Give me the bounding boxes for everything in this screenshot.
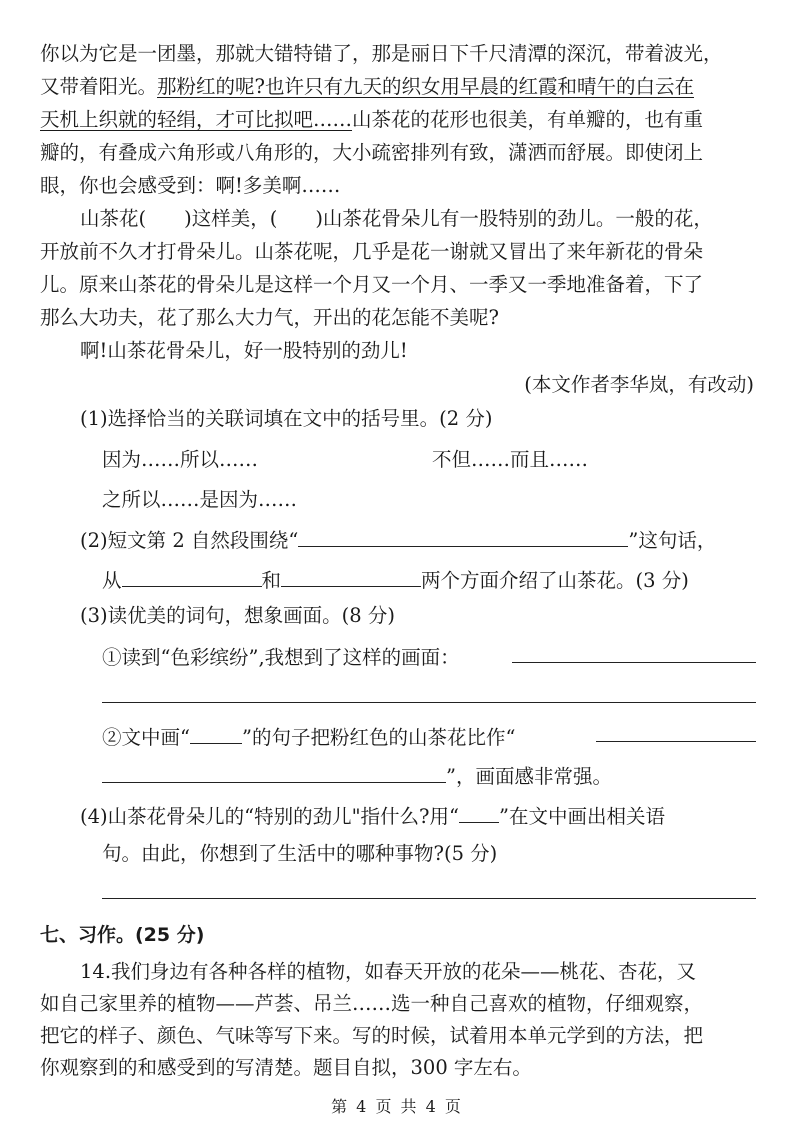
- passage-line: 那么大功夫，花了那么大力气，开出的花怎能不美呢?: [40, 306, 499, 329]
- answer-line[interactable]: [596, 741, 756, 742]
- passage-text: 山茶花的花形也很美，有单瓣的，也有重: [352, 108, 704, 131]
- answer-blank[interactable]: [102, 760, 446, 783]
- question-3-1: ①读到“色彩缤纷”,我想到了这样的画面：: [102, 646, 460, 669]
- passage-line: 瓣的，有叠成六角形或八角形的，大小疏密排列有致，潇洒而舒展。即使闭上: [40, 141, 704, 164]
- answer-line[interactable]: [102, 702, 756, 703]
- passage-text: 山茶花(: [80, 207, 147, 230]
- passage-text: 又带着阳光。: [40, 75, 158, 98]
- question-text: 从: [102, 569, 122, 592]
- question-4: [80, 800, 665, 831]
- passage-line: [80, 205, 713, 233]
- question-text: ”在文中画出相关语: [498, 805, 665, 828]
- option-2: 不但……而且……: [432, 448, 589, 471]
- section-heading: 七、习作。(25 分): [40, 924, 205, 946]
- passage-line: [40, 73, 694, 101]
- question-text: ”这句话，: [628, 529, 717, 552]
- question-text: 和: [261, 569, 282, 592]
- page-footer: 第 4 页 共 4 页: [331, 1097, 463, 1116]
- question-text: (4)山茶花骨朵儿的“特别的劲儿"指什么?用“: [80, 805, 459, 828]
- option-1: 因为……所以……: [102, 448, 259, 471]
- question-text: (2)短文第 2 自然段围绕“: [80, 529, 299, 552]
- question-text: 两个方面介绍了山茶花。(3 分): [421, 569, 689, 592]
- passage-text: )山茶花骨朵儿有一股特别的劲儿。一般的花，: [315, 207, 713, 230]
- passage-line: 你以为它是一团墨，那就大错特错了，那是丽日下千尺清潭的深沉，带着波光，: [40, 42, 723, 65]
- question-text: ”的句子把粉红色的山茶花比作“: [241, 726, 516, 749]
- question-2: [80, 524, 716, 555]
- answer-line[interactable]: [102, 898, 756, 899]
- answer-blank[interactable]: [190, 721, 242, 744]
- option-3: 之所以……是因为……: [102, 488, 298, 511]
- prompt-line: 如自己家里养的植物——芦荟、吊兰……选一种自己喜欢的植物，仔细观察，: [40, 992, 704, 1015]
- answer-line[interactable]: [512, 662, 756, 663]
- underlined-sentence: 天机上织就的轻绢，才可比拟吧……: [40, 108, 353, 131]
- question-text: ”，画面感非常强。: [446, 765, 612, 788]
- passage-line: 眼，你也会感受到：啊!多美啊……: [40, 174, 341, 197]
- prompt-line: 把它的样子、颜色、气味等写下来。写的时候，试着用本单元学到的方法，把: [40, 1024, 704, 1047]
- answer-blank[interactable]: [459, 800, 499, 823]
- question-1: (1)选择恰当的关联词填在文中的括号里。(2 分): [80, 407, 493, 430]
- question-2-cont: [102, 564, 689, 595]
- passage-line: [40, 106, 703, 134]
- underlined-sentence: 那粉红的呢?也许只有九天的织女用早晨的红霞和晴午的白云在: [157, 75, 694, 98]
- answer-blank[interactable]: [281, 564, 421, 587]
- passage-line: 儿。原来山茶花的骨朵儿是这样一个月又一个月、一季又一季地准备着，下了: [40, 273, 704, 296]
- passage-text: )这样美，(: [184, 207, 278, 230]
- question-3: (3)读优美的词句，想象画面。(8 分): [80, 604, 395, 627]
- answer-blank[interactable]: [298, 524, 628, 547]
- question-3-2: [102, 721, 515, 752]
- passage-line: 开放前不久才打骨朵儿。山茶花呢，几乎是花一谢就又冒出了来年新花的骨朵: [40, 240, 704, 263]
- answer-blank[interactable]: [122, 564, 262, 587]
- source-note: (本文作者李华岚，有改动): [524, 373, 754, 396]
- question-text: ②文中画“: [102, 726, 190, 749]
- passage-line: 啊!山茶花骨朵儿，好一股特别的劲儿!: [80, 339, 408, 362]
- question-3-2-cont: [102, 760, 612, 791]
- question-4-cont: 句。由此，你想到了生活中的哪种事物?(5 分): [102, 842, 498, 865]
- prompt-line: 你观察到的和感受到的写清楚。题目自拟，300 字左右。: [40, 1056, 532, 1079]
- prompt-line: 14.我们身边有各种各样的植物，如春天开放的花朵——桃花、杏花，又: [80, 960, 697, 983]
